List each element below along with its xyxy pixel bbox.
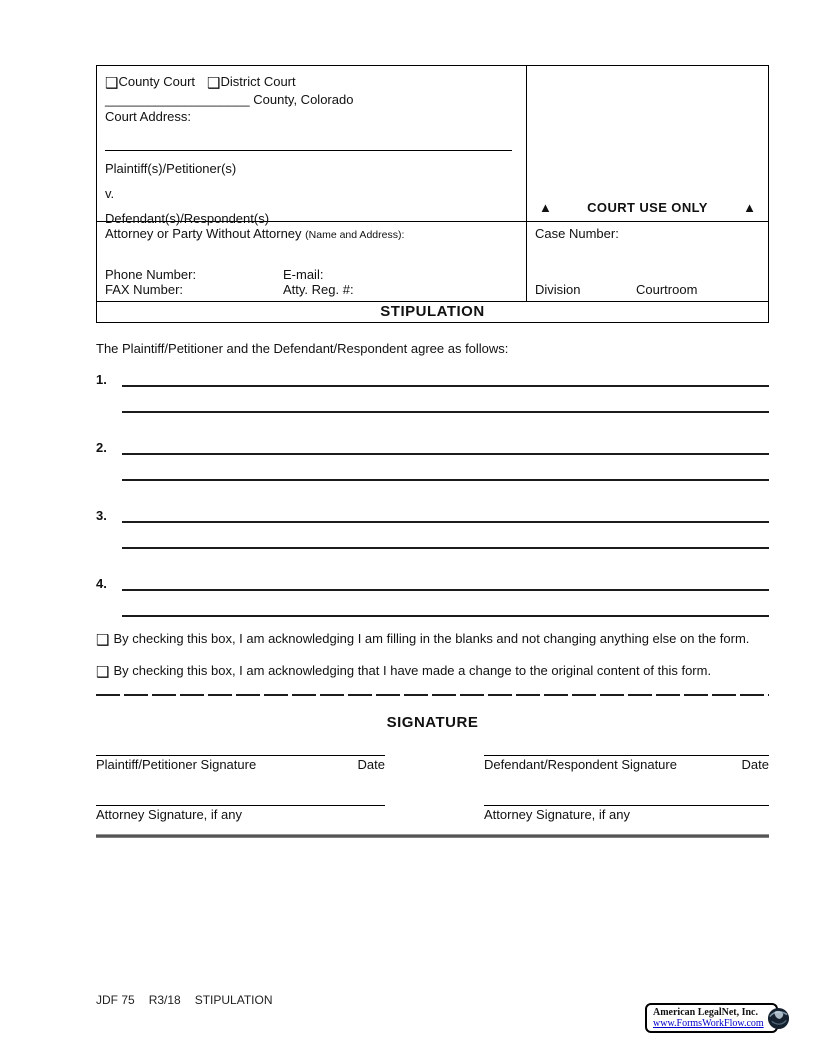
checkbox-icon[interactable]: ❑: [207, 75, 221, 92]
stipulation-item-1: [96, 372, 769, 413]
plaintiff-label: Plaintiff(s)/Petitioner(s): [105, 161, 237, 176]
county-suffix-label: County, Colorado: [253, 92, 354, 107]
attorney-signature-label: Attorney Signature, if any: [484, 806, 630, 822]
form-name: STIPULATION: [194, 993, 273, 1007]
date-label: Date: [741, 756, 769, 772]
phone-label: Phone Number:: [105, 267, 197, 282]
form-title: STIPULATION: [380, 303, 485, 320]
defendant-signature-label: Defendant/Respondent Signature: [484, 756, 677, 772]
court-address-label: Court Address:: [105, 109, 191, 124]
attorney-signature-row: [96, 805, 769, 822]
form-number: JDF 75: [96, 993, 135, 1007]
email-label: E-mail:: [283, 267, 324, 282]
stipulation-item-3: [96, 508, 769, 549]
ack-fill-blanks-label: By checking this box, I am acknowledging I am filling in the blanks and not changing anything else on the form.: [113, 631, 750, 646]
brand-company-label: American LegalNet, Inc.: [653, 1007, 758, 1018]
county-blank-field[interactable]: ____________________: [105, 92, 250, 107]
atty-reg-label: Atty. Reg. #:: [283, 282, 354, 297]
ack-fill-blanks-checkbox[interactable]: ❑: [96, 632, 110, 649]
phone-email-row: [105, 267, 518, 282]
fax-attyreg-row: [105, 282, 518, 297]
ack-changed-label: By checking this box, I am acknowledging that I have made a change to the original content of this form.: [113, 662, 712, 678]
attorney-label: Attorney or Party Without Attorney: [105, 226, 306, 241]
plaintiff-signature-label: Plaintiff/Petitioner Signature: [96, 756, 257, 772]
plaintiff-signature-block: [96, 755, 385, 772]
court-use-only-label: COURT USE ONLY: [587, 200, 708, 215]
item-1-line-2-field[interactable]: [122, 387, 769, 413]
attorney-label-row: [105, 226, 518, 241]
attorney-info-cell: [97, 222, 527, 302]
item-number: 4.: [96, 576, 107, 591]
attorney-label-note: (Name and Address):: [305, 229, 405, 241]
party-signature-row: [96, 755, 769, 772]
stipulation-item-4: [96, 576, 769, 617]
stipulation-item-2: [96, 440, 769, 481]
item-number: 2.: [96, 440, 107, 455]
formsworkflow-link[interactable]: www.FormsWorkFlow.com: [653, 1018, 764, 1029]
court-address-field[interactable]: [105, 150, 512, 151]
county-court-checkbox[interactable]: [105, 74, 196, 92]
form-revision: R3/18: [148, 993, 181, 1007]
defendant-attorney-signature-field[interactable]: [484, 805, 769, 806]
triangle-icon: ▲: [539, 200, 552, 215]
division-label: Division: [535, 282, 581, 297]
ack-changed-row: [96, 662, 769, 681]
plaintiff-attorney-signature-block: [96, 805, 385, 822]
case-number-label: Case Number:: [535, 226, 619, 241]
plaintiff-signature-field[interactable]: [96, 755, 385, 756]
item-3-line-1-field[interactable]: [122, 508, 769, 523]
fax-label: FAX Number:: [105, 282, 184, 297]
versus-label: v.: [105, 186, 115, 201]
defendant-label: Defendant(s)/Respondent(s): [105, 211, 270, 226]
defendant-attorney-signature-block: [484, 805, 769, 822]
district-court-label: District Court: [220, 74, 296, 89]
american-legalnet-badge: [645, 1003, 778, 1033]
case-caption-table: [96, 65, 769, 323]
form-content: [96, 65, 769, 838]
ack-fill-blanks-row: [96, 630, 769, 649]
plaintiff-attorney-signature-field[interactable]: [96, 805, 385, 806]
defendant-signature-block: [484, 755, 769, 772]
courtroom-label: Courtroom: [636, 282, 698, 297]
county-court-label: County Court: [118, 74, 196, 89]
case-number-cell: [527, 222, 768, 302]
item-4-line-2-field[interactable]: [122, 591, 769, 617]
attorney-signature-label: Attorney Signature, if any: [96, 806, 242, 822]
county-line: [105, 92, 518, 107]
section-divider: [96, 694, 769, 696]
item-4-line-1-field[interactable]: [122, 576, 769, 591]
court-info-cell: [97, 66, 527, 226]
item-3-line-2-field[interactable]: [122, 523, 769, 549]
court-use-only-row: [539, 200, 756, 215]
form-footer-id: [96, 993, 287, 1007]
item-number: 3.: [96, 508, 107, 523]
item-2-line-2-field[interactable]: [122, 455, 769, 481]
court-type-row: [105, 74, 518, 90]
item-1-line-1-field[interactable]: [122, 372, 769, 387]
agreement-intro: The Plaintiff/Petitioner and the Defendant/Respondent agree as follows:: [96, 341, 509, 356]
globe-icon: [767, 1007, 790, 1030]
ack-changed-checkbox[interactable]: ❑: [96, 663, 110, 681]
division-courtroom-row: [535, 282, 760, 297]
attorney-contact-block: [105, 267, 518, 297]
triangle-icon: ▲: [743, 200, 756, 215]
bottom-rule: [96, 834, 769, 838]
date-label: Date: [357, 756, 385, 772]
item-number: 1.: [96, 372, 107, 387]
checkbox-icon[interactable]: ❑: [105, 75, 119, 92]
district-court-checkbox[interactable]: [207, 74, 296, 92]
item-2-line-1-field[interactable]: [122, 440, 769, 455]
signature-heading: SIGNATURE: [386, 713, 479, 731]
defendant-signature-field[interactable]: [484, 755, 769, 756]
court-use-only-cell: [527, 66, 768, 222]
